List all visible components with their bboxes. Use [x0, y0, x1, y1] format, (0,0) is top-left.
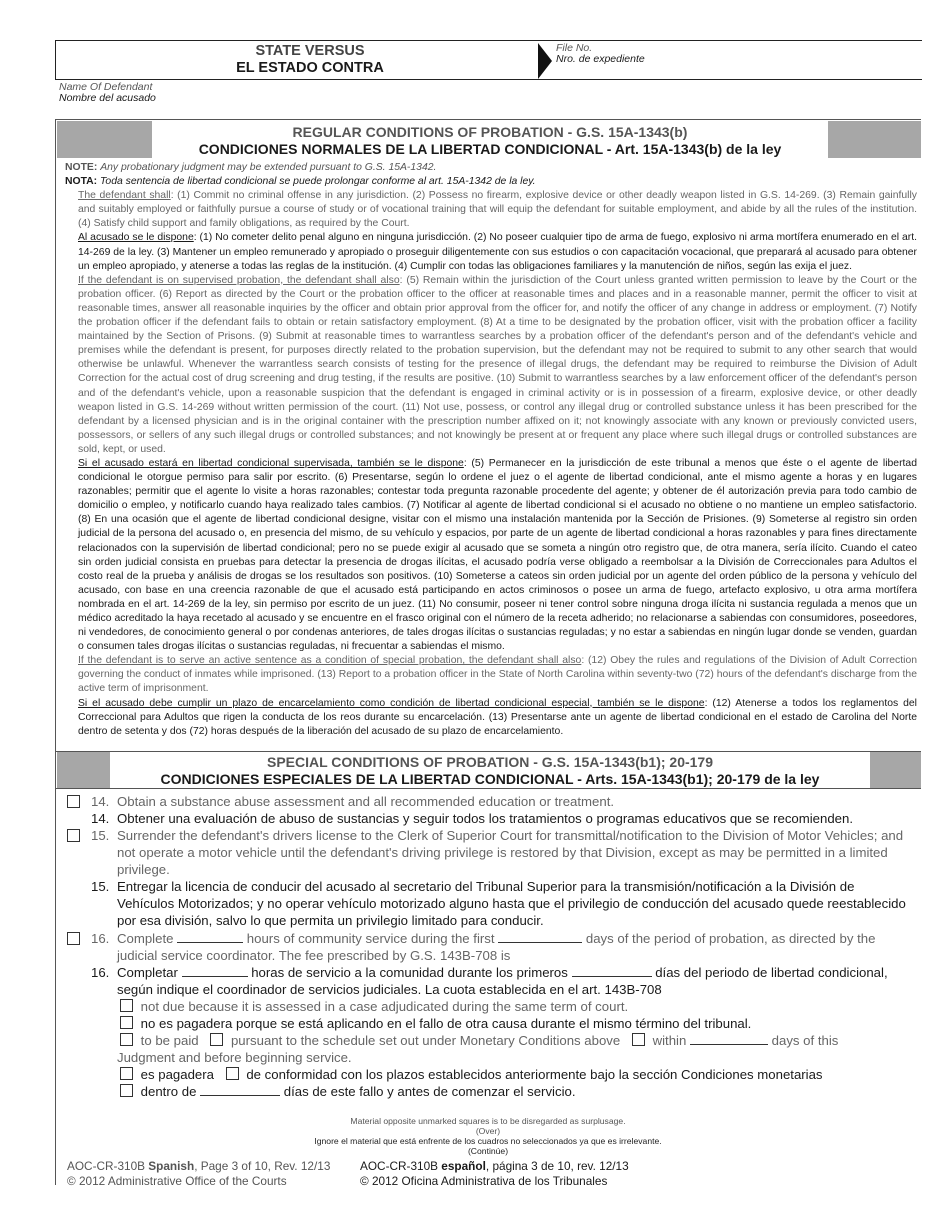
- dentro-days-blank[interactable]: [200, 1095, 280, 1096]
- p1-lead: The defendant shall: [78, 190, 171, 202]
- file-no-label: File No.: [556, 42, 593, 54]
- form-id-en: [67, 1159, 330, 1174]
- special-title-en: SPECIAL CONDITIONS OF PROBATION - G.S. 15A-1343(b1); 20-179: [266, 754, 714, 770]
- i16-es-completar: Completar: [117, 965, 178, 980]
- item-16-number: 16.: [91, 931, 110, 946]
- nota-line: [65, 175, 917, 189]
- item-15-es: [65, 878, 925, 930]
- form-en-a: AOC-CR-310B: [67, 1159, 149, 1173]
- nota-label: NOTA:: [65, 176, 98, 188]
- form-es-a: AOC-CR-310B: [360, 1159, 442, 1173]
- regular-paragraph-6: [65, 697, 917, 739]
- item-15-number: 15.: [91, 828, 110, 843]
- option-not-due: [117, 998, 917, 1015]
- item-16-checkbox[interactable]: [67, 932, 80, 945]
- item-14-number: 14.: [91, 794, 110, 809]
- section-top-rule: [55, 119, 921, 120]
- option-no-pagadera: [117, 1015, 917, 1032]
- p6-lead: Si el acusado debe cumplir un plazo de encarcelamiento como condición de libertad condicional especial, también se le dispone: [78, 697, 705, 709]
- de-conformidad-checkbox[interactable]: [226, 1067, 239, 1080]
- special-bottom-rule: [55, 788, 921, 789]
- item-14-text-en: Obtain a substance abuse assessment and all recommended education or treatment.: [117, 794, 615, 809]
- pursuant-checkbox[interactable]: [210, 1033, 223, 1046]
- regular-paragraph-3: [65, 274, 917, 457]
- not-due-text: not due because it is assessed in a case adjudicated during the same term of court.: [140, 999, 629, 1014]
- regular-paragraph-1: [65, 189, 917, 231]
- name-of-defendant-label: Name Of Defendant: [59, 81, 153, 93]
- footer-form-en: [67, 1159, 330, 1189]
- option-to-be-paid: [117, 1032, 892, 1066]
- i16-es-dias: días del periodo de libertad condicional, según indique el coordinador de servicios judiciales. La cuota establecida en el art. 143B-708: [117, 965, 888, 998]
- p3-text: : (5) Remain within the jurisdiction of the Court unless granted written permission to leave by the Court or the probation officer. (6) Report as directed by the Court or the probation officer to the officer at reasonable times and places and in a reasonable manner, permit the officer to visit at reasonable times, answer all reasonable inquiries by the officer and obtain prior approval from the officer for, and notify the officer of any change in address or employment. (7) Notify the probation officer if the defendant fails to obtain or retain satisfactory employment. (8) At a time to be designated by the probation officer, visit with the probation officer a facility maintained by the Section of Prisons. (9) Submit at reasonable times to warrantless searches by a probation officer of the defendant's person and of the defendant's vehicle and premises while the defendant is present, for purposes directly related to the probation supervision, but the defendant may not be required to submit to any other search that would otherwise be unlawful. Whenever the warrantless search consists of testing for the presence of illegal drugs, the defendant may be required to reimburse the Division of Adult Correction for the actual cost of drug screening and drug testing, if the results are positive. (10) Submit to warrantless searches by a law enforcement officer of the defendant's person and of the defendant's vehicle, upon a reasonable suspicion that the defendant is engaged in criminal activity or is in possession of a firearm, explosive device, or other deadly weapon listed in G.S. 14-269 without written permission of the court. (11) Not use, possess, or control any illegal drug or controlled substance unless it has been prescribed for the defendant by a licensed physician and is in the original container with the prescription number affixed on it; not knowingly associate with any known or previously convicted users, possessors, or sellers of any such illegal drugs or controlled substances; and not knowingly be present at or frequent any place where such illegal drugs or controlled substances are sold, kept, or used.: [78, 274, 917, 455]
- file-arrow-icon: [538, 43, 552, 79]
- special-section-title: [110, 752, 870, 788]
- note-label: NOTE:: [65, 162, 98, 173]
- option-dentro-de: [117, 1083, 917, 1100]
- hours-blank-en[interactable]: [177, 942, 243, 943]
- special-title-es: CONDICIONES ESPECIALES DE LA LIBERTAD CONDICIONAL - Arts. 15A-1343(b1); 20-179 de la ley: [160, 771, 820, 787]
- es-pagadera-text: es pagadera: [140, 1067, 214, 1082]
- to-be-paid-checkbox[interactable]: [120, 1033, 133, 1046]
- footer-notes: [60, 1116, 916, 1156]
- regular-conditions-body: [65, 161, 917, 739]
- es-pagadera-checkbox[interactable]: [120, 1067, 133, 1080]
- item-16-text-en: [117, 930, 915, 964]
- i16-en-hours: hours of community service during the first: [246, 931, 495, 946]
- item-16-en: [65, 930, 925, 966]
- nota-text: Toda sentencia de libertad condicional se puede prolongar conforme al art. 15A-1342 de la ley.: [100, 176, 536, 188]
- days-blank-en[interactable]: [498, 942, 582, 943]
- i16-en-complete: Complete: [117, 931, 174, 946]
- days-of-this-text: days of this Judgment and before beginning service.: [117, 1033, 839, 1066]
- i16-es-horas: horas de servicio a la comunidad durante los primeros: [251, 965, 568, 980]
- regular-paragraph-2: [65, 231, 917, 273]
- option-es-pagadera: [117, 1066, 917, 1083]
- within-text: within: [652, 1033, 687, 1048]
- p4-text: : (5) Permanecer en la jurisdicción de este tribunal a menos que éste o el agente de libertad condicional le otorgue permiso para salir por escrito. (6) Presentarse, según lo ordene el juez o el agente de libertad condicional, ante el mismo agente a horas y en lugares razonables; permitir que el agente lo visite a horas razonables; contestar toda pregunta razonable procedente del agente; y obtener de él autorización previa para todo cambio de domicilio o empleo, y notificarlo cuando haya realizado tales cambios. (7) Notificar al agente de libertad condicional si el acusado no obtiene o no mantiene un empleo satisfactorio. (8) En una ocasión que el agente de libertad condicional designe, visitar con el mismo una instalación mantenida por la Sección de Prisiones. (9) Someterse al registro sin orden judicial de la persona del acusado o, en presencia del mismo, de su vehículo y espacios, por parte de un agente de libertad condicional a horas razonables y para fines directamente relacionados con la supervisión de libertad condicional; pero no se puede exigir al acusado que se someta a ningún otro registro que, de otra manera, sería ilícito. Cuando el cateo sin orden judicial consista en pruebas para detectar la presencia de drogas ilícitas, el acusado podría verse obligado a reembolsar a la División de Correccionales para Adultos el costo real de la prueba y análisis de drogas se los resultados son positivos. (10) Someterse a cateos sin orden judicial por un agente del orden público de la persona y vehículo del acusado, con base en una creencia razonable de que el acusado está participando en actos criminosos o posee un arma de fuego, artefacto explosivo, u otra arma mortífera nombrada en el art. 14-269 de la ley, sin permiso por escrito de un juez. (11) No consumir, poseer ni tener control sobre ninguna droga ilícita ni sustancia regulada a menos que un médico acreditado la haya recetado al acusado y se encuentre en el frasco original con el número de la receta adherido; no relacionarse a sabiendas con consumidores, poseedores, ni vendedores, de conocimiento general o por condenas anteriores, de tales drogas ilícitas o sustancias reguladas; y no estar a sabiendas en ningún lugar donde se venden, guardan o consumen tales drogas ilícitas o sustancias reguladas, ni frecuentar a sabiendas el mismo.: [78, 457, 917, 653]
- regular-title-es: CONDICIONES NORMALES DE LA LIBERTAD CONDICIONAL - Art. 15A-1343(b) de la ley: [198, 141, 782, 157]
- p6-text: : (12) Atenerse a todos los reglamentos del Correccional para Adultos que rigen la conducta de los reos durante su encarcelación. (13) Presentarse ante un agente de libertad condicional en el estado de Carolina del Norte dentro de setenta y dos (72) horas después de la liberación del acusado de su plazo de encarcelamiento.: [78, 697, 917, 737]
- dentro-de-text: dentro de: [140, 1084, 197, 1099]
- note-text: Any probationary judgment may be extended pursuant to G.S. 15A-1342.: [100, 162, 437, 173]
- p5-text: : (12) Obey the rules and regulations of the Division of Adult Correction governing the conduct of inmates while imprisoned. (13) Report to a probation officer in the State of North Carolina within seventy-two (72) hours of the defendant's discharge from the active term of imprisonment.: [78, 655, 918, 695]
- header-left-rule: [55, 40, 56, 80]
- item-14-text-es: Obtener una evaluación de abuso de sustancias y seguir todos los tratamientos o programas educativos que se recomienden.: [117, 811, 854, 826]
- form-es-b: español: [441, 1159, 486, 1173]
- form-es-c: , página 3 de 10, rev. 12/13: [485, 1159, 629, 1173]
- days-blank-es[interactable]: [572, 976, 652, 977]
- item-15-en: [65, 827, 925, 879]
- item-14-number-es: 14.: [91, 811, 110, 826]
- p1-text: : (1) Commit no criminal offense in any jurisdiction. (2) Possess no firearm, explosive device or other deadly weapon listed in G.S. 14-269. (3) Remain gainfully and suitably employed or faithfully pursue a course of study or of vocational training that will equip the defendant for suitable employment, and abide by all the rules of the institution. (4) Satisfy child support and family obligations, as required by the Court.: [78, 190, 917, 230]
- regular-title-en: REGULAR CONDITIONS OF PROBATION - G.S. 15A-1343(b): [292, 124, 688, 140]
- pursuant-text: pursuant to the schedule set out under Monetary Conditions above: [230, 1033, 621, 1048]
- to-be-paid-text: to be paid: [140, 1033, 199, 1048]
- copyright-es: © 2012 Oficina Administrativa de los Tribunales: [360, 1174, 608, 1188]
- dias-fallo-text: días de este fallo y antes de comenzar el servicio.: [283, 1084, 576, 1099]
- state-versus: STATE VERSUS: [255, 43, 365, 59]
- nombre-acusado-label: Nombre del acusado: [59, 92, 156, 104]
- no-pagadera-checkbox[interactable]: [120, 1016, 133, 1029]
- item-16-number-es: 16.: [91, 965, 110, 980]
- regular-paragraph-5: [65, 654, 917, 696]
- continue-label: (Continúe): [467, 1146, 509, 1156]
- form-en-b: Spanish: [148, 1159, 195, 1173]
- form-id-es: [360, 1159, 629, 1174]
- p2-lead: Al acusado se le dispone: [78, 232, 194, 244]
- estado-contra: EL ESTADO CONTRA: [236, 60, 384, 76]
- regular-section-title: [152, 121, 828, 158]
- header-bottom-rule: [55, 79, 922, 80]
- copyright-en: © 2012 Administrative Office of the Courts: [67, 1174, 287, 1188]
- within-days-blank[interactable]: [690, 1044, 768, 1045]
- item-16-es: [65, 964, 925, 1000]
- form-en-c: , Page 3 of 10, Rev. 12/13: [194, 1159, 331, 1173]
- item-15-text-en: Surrender the defendant's drivers license to the Clerk of Superior Court for transmittal/notification to the Division of Motor Vehicles; and not operate a motor vehicle until the defendant's driving privilege is restored by that Division, except as may be permitted in a limited privilege.: [117, 828, 904, 878]
- p3-lead: If the defendant is on supervised probation, the defendant shall also: [78, 274, 400, 286]
- p2-text: : (1) No cometer delito penal alguno en ninguna jurisdicción. (2) No poseer cualquier tipo de arma de fuego, explosivo ni arma mortífera enumerado en el art. 14-269 de la ley. (3) Mantener un empleo remunerado y apropiado o proseguir diligentemente con sus estudios o con capacitación vocacional, que preparará al acusado para obtener un empleo apropiado, y atenerse a todas las reglas de la institución. (4) Cumplir con todas las obligaciones familiares y la manutención de niños, según las exija el juez.: [78, 232, 917, 272]
- p4-lead: Si el acusado estará en libertad condicional supervisada, también se le dispone: [78, 457, 464, 469]
- item-15-text-es: Entregar la licencia de conducir del acusado al secretario del Tribunal Superior para la transmisión/notificación a la División de Vehículos Motorizados; y no operar vehículo motorizado alguno hasta que el privilegio de conducción del acusado quede reestablecido por esa división, salvo lo que permita un privilegio limitado para conducir.: [117, 879, 906, 929]
- header-top-rule: [55, 40, 922, 41]
- no-pagadera-text: no es pagadera porque se está aplicando en el fallo de otra causa durante el mismo término del tribunal.: [140, 1016, 752, 1031]
- surplus-en: Material opposite unmarked squares is to be disregarded as surplusage.: [350, 1116, 626, 1126]
- item-15-number-es: 15.: [91, 879, 110, 894]
- note-line: [65, 161, 917, 175]
- p5-lead: If the defendant is to serve an active sentence as a condition of special probation, the defendant shall also: [78, 655, 582, 667]
- de-conformidad-text: de conformidad con los plazos establecidos anteriormente bajo la sección Condiciones monetarias: [246, 1067, 823, 1082]
- item-16-text-es: [117, 964, 915, 998]
- regular-paragraph-4: [65, 457, 917, 654]
- over-label: (Over): [475, 1126, 501, 1136]
- item-14-checkbox[interactable]: [67, 795, 80, 808]
- left-margin-rule: [55, 120, 56, 1185]
- nro-expediente-label: Nro. de expediente: [556, 53, 645, 65]
- item-14-es: [65, 810, 925, 827]
- not-due-checkbox[interactable]: [120, 999, 133, 1012]
- dentro-de-checkbox[interactable]: [120, 1084, 133, 1097]
- hours-blank-es[interactable]: [182, 976, 248, 977]
- footer-form-es: [360, 1159, 629, 1189]
- item-14-en: [65, 793, 925, 810]
- i16-en-days: days of the period of probation, as directed by the judicial service coordinator. The fee prescribed by G.S. 143B-708 is: [117, 931, 876, 964]
- item-15-checkbox[interactable]: [67, 829, 80, 842]
- within-checkbox[interactable]: [632, 1033, 645, 1046]
- surplus-es: Ignore el material que está enfrente de los cuadros no seleccionados ya que es irrelevante.: [314, 1136, 662, 1146]
